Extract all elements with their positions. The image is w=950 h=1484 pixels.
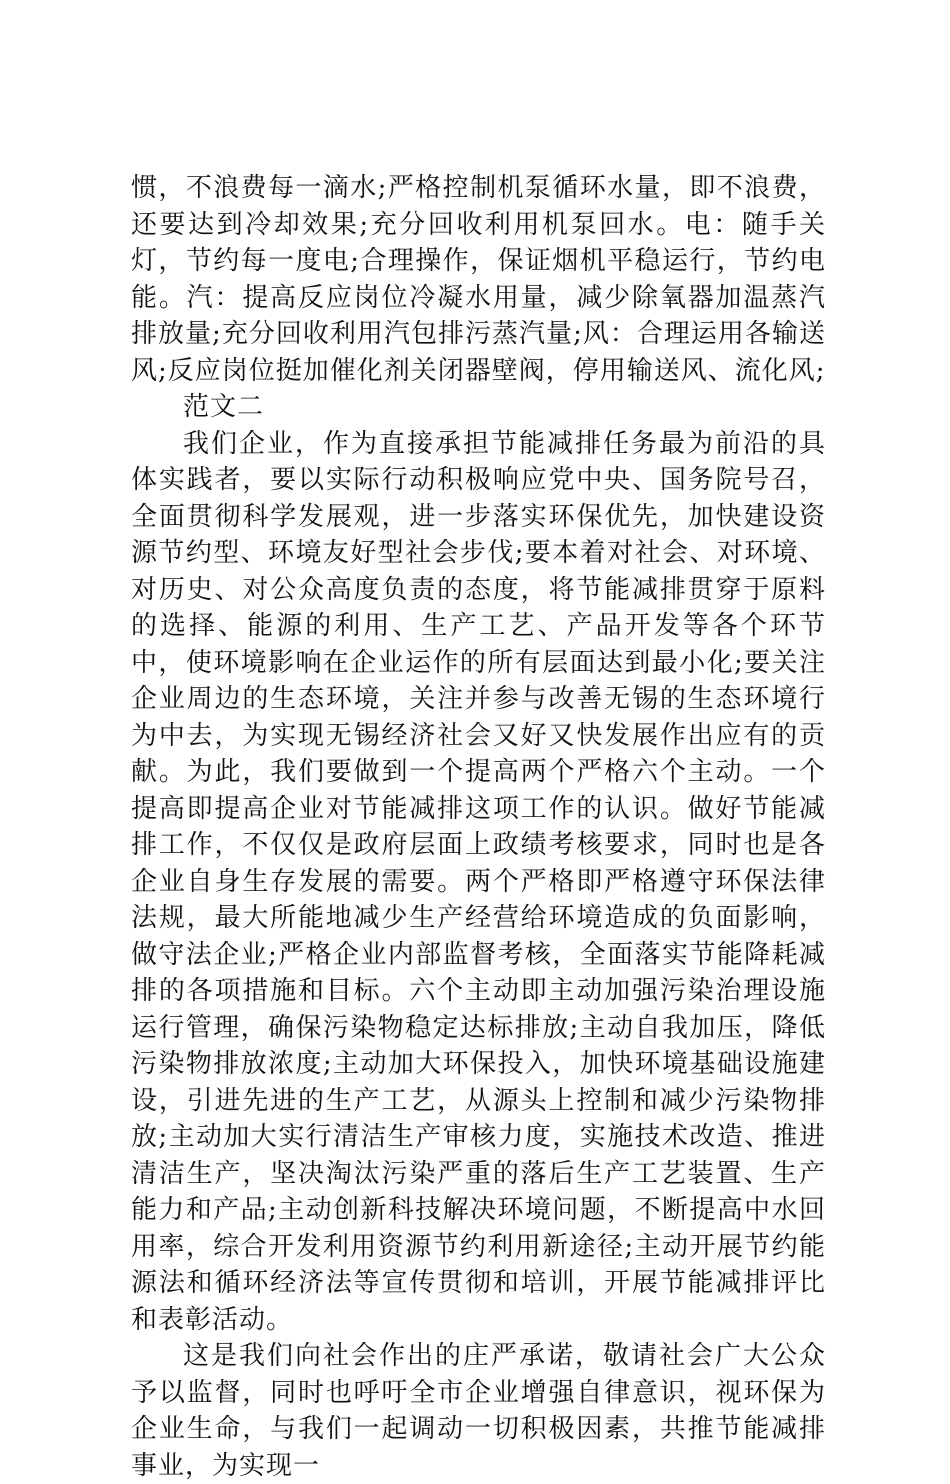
- paragraph-main: 我们企业，作为直接承担节能减排任务最为前沿的具体实践者，要以实际行动积极响应党中央、国务院号召，全面贯彻科学发展观，进一步落实环保优先，加快建设资源节约型、环境友好型社会步伐;要本着对社会、对环境、对历史、对公众高度负责的态度，将节能减排贯穿于原料的选择、能源的利用、生产工艺、产品开发等各个环节中，使环境影响在企业运作的所有层面达到最小化;要关注企业周边的生态环境，关注并参与改善无锡的生态环境行为中去，为实现无锡经济社会又好又快发展作出应有的贡献。为此，我们要做到一个提高两个严格六个主动。一个提高即提高企业对节能减排这项工作的认识。做好节能减排工作，不仅仅是政府层面上政绩考核要求，同时也是各企业自身生存发展的需要。两个严格即严格遵守环保法律法规，最大所能地减少生产经营给环境造成的负面影响，做守法企业;严格企业内部监督考核，全面落实节能降耗减排的各项措施和目标。六个主动即主动加强污染治理设施运行管理，确保污染物稳定达标排放;主动自我加压，降低污染物排放浓度;主动加大环保投入，加快环境基础设施建设，引进先进的生产工艺，从源头上控制和减少污染物排放;主动加大实行清洁生产审核力度，实施技术改造、推进清洁生产，坚决淘汰污染严重的落后生产工艺装置、生产能力和产品;主动创新科技解决环境问题，不断提高中水回用率，综合开发利用资源节约利用新途径;主动开展节约能源法和循环经济法等宣传贯彻和培训，开展节能减排评比和表彰活动。: [131, 428, 826, 1335]
- document-body: [131, 170, 826, 1484]
- section-heading-fanwen-er: 范文二: [183, 392, 265, 422]
- paragraph-closing: 这是我们向社会作出的庄严承诺，敬请社会广大公众予以监督，同时也呼吁全市企业增强自律意识，视环保为企业生命，与我们一起调动一切积极因素，共推节能减排事业，为实现一: [131, 1341, 826, 1481]
- paragraph-continuation: 惯，不浪费每一滴水;严格控制机泵循环水量，即不浪费，还要达到冷却效果;充分回收利用机泵回水。电：随手关灯，节约每一度电;合理操作，保证烟机平稳运行，节约电能。汽：提高反应岗位冷凝水用量，减少除氧器加温蒸汽排放量;充分回收利用汽包排污蒸汽量;风：合理运用各输送风;反应岗位挺加催化剂关闭器壁阀，停用输送风、流化风;: [131, 173, 826, 386]
